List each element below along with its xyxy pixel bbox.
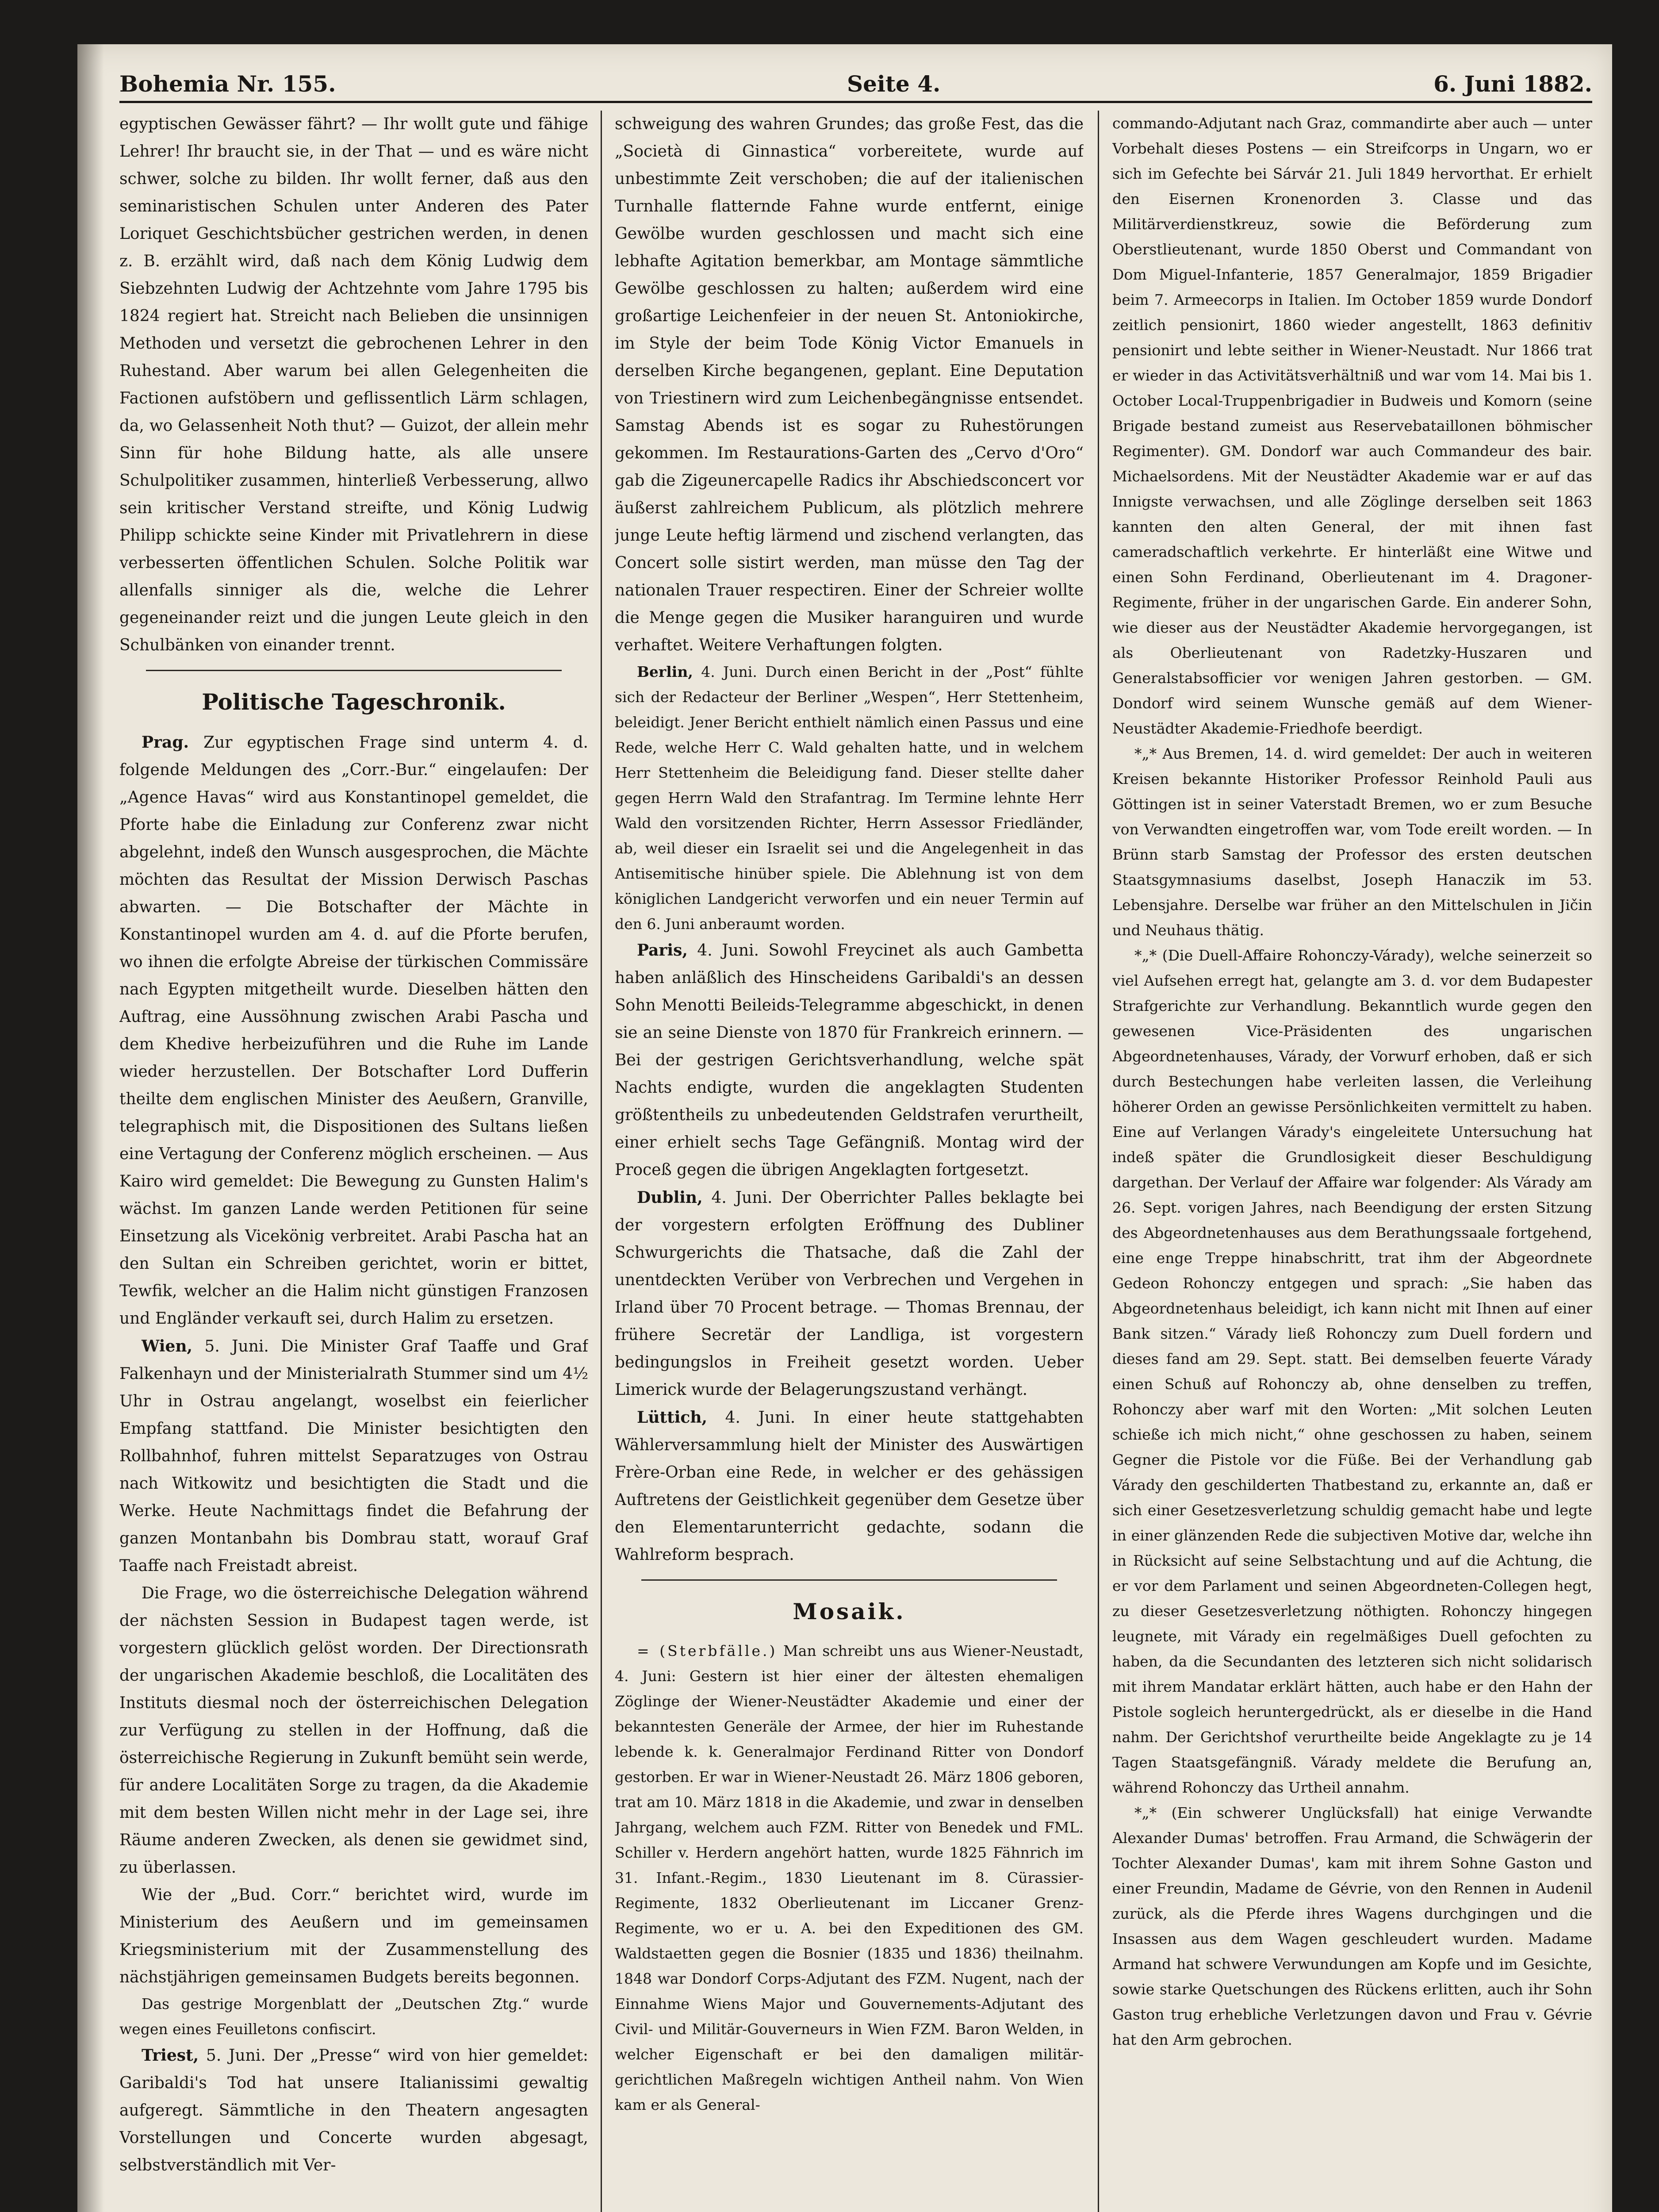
dateline-triest: Triest, [142,2046,199,2065]
news-text-berlin: 4. Juni. Durch einen Bericht in der „Post“ fühlte sich der Redacteur der Berliner „Wespen“, Herr Stettenheim, beleidigt. Jener Bericht enthielt nämlich einen Passus und eine Rede, welche Herr C. Wald gehalten hatte, und in welchem Herr Stettenheim die Beleidigung fand. Dieser stellte daher gegen Herrn Wald den Strafantrag. Im Termine lehnte Herr Wald den vorsitzenden Richter, Herrn Assessor Friedländer, ab, weil dieser ein Israelit sei und die Angelegenheit in das Antisemitische hinüber spiele. Die Ablehnung ist von dem königlichen Landgericht verworfen und ein neuer Termin auf den 6. Juni anberaumt worden. [615,663,1084,933]
binding-shadow [77,44,104,2212]
news-item-morgenblatt: Das gestrige Morgenblatt der „Deutschen Ztg.“ wurde wegen eines Feuilletons confiscirt. [119,1995,588,2038]
section-title-politische-tageschronik: Politische Tageschronik. [202,689,506,715]
header-page-number: Seite 4. [847,71,941,97]
news-text-sterbefaelle: Man schreibt uns aus Wiener-Neustadt, 4. Juni: Gestern ist hier einer der ältesten ehemaligen Zöglinge der Wiener-Neustädter Akademie und einer der bekanntesten Generäle der Armee, der hier im Ruhestande lebende k. k. Generalmajor Ferdinand Ritter von Dondorf gestorben. Er war in Wiener-Neustadt 26. März 1806 geboren, trat am 10. März 1818 in die Akademie, und zwar in denselben Jahrgang, welchem auch FZM. Ritter von Benedek und FML. Schiller v. Herdern angehört hatten, wurde 1825 Fähnrich im 31. Infant.-Regim., 1830 Lieutenant im 8. Cürassier-Regimente, 1832 Oberlieutenant im Liccaner Grenz-Regimente, wo er u. A. bei den Expeditionen des GM. Waldstaetten gegen die Bosnier (1835 und 1836) theilnahm. 1848 war Dondorf Corps-Adjutant des FZM. Nugent, nach der Einnahme Wiens Major und Gouvernements-Adjutant des Civil- und Militär-Gouverneurs in Wien FZM. Baron Welden, in welcher Eigenschaft er bei den damaligen militär-gerichtlichen Maßregeln wichtigen Antheil nahm. Von Wien kam er als General- [615,1642,1084,2113]
header-date: 6. Juni 1882. [1433,71,1592,97]
section-rule [146,670,562,671]
page-header [119,62,1592,102]
news-item-triest-continued: schweigung des wahren Grundes; das große Fest, das die „Società di Ginnastica“ vorbereitete, wurde auf unbestimmte Zeit verschoben; die auf der italienischen Turnhalle flatternde Fahne wurde entfernt, einige Gewölbe wurden geschlossen und macht sich eine lebhafte Agitation bemerkbar, am Montage sämmtliche Gewölbe geschlossen zu halten; außerdem wird eine großartige Leichenfeier in der neuen St. Antoniokirche, im Style der beim Tode König Victor Emanuels in derselben Kirche begangenen, geplant. Eine Deputation von Triestinern wird zum Leichenbegängnisse entsendet. Samstag Abends ist es sogar zu Ruhestörungen gekommen. Im Restaurations-Garten des „Cervo d'Oro“ gab die Zigeunercapelle Radics ihr Abschiedsconcert vor äußerst zahlreichem Publicum, als plötzlich mehrere junge Leute heftig lärmend und zischend verlangten, das Concert solle sistirt werden, man müsse den Tag der nationalen Trauer respectiren. Einer der Schreier wollte die Menge gegen die Musiker haranguiren und wurde verhaftet. Weitere Verhaftungen folgten. [615,115,1084,654]
news-item-duell-affaire: *„* (Die Duell-Affaire Rohonczy-Várady), welche seinerzeit so viel Aufsehen erregt hat, gelangte am 3. d. vor dem Budapester Strafgerichte zur Verhandlung. Bekanntlich wurde gegen den gewesenen Vice-Präsidenten des ungarischen Abgeordnetenhauses, Várady, der Vorwurf erhoben, daß er sich durch Bestechungen habe verleiten lassen, die Verleihung höherer Orden an gewisse Persönlichkeiten vermittelt zu haben. Eine auf Verlangen Várady's eingeleitete Untersuchung hat indeß später die Grundlosigkeit dieser Beschuldigung dargethan. Der Verlauf der Affaire war folgender: Als Várady am 26. Sept. vorigen Jahres, nach Beendigung der ersten Sitzung des Abgeordnetenhauses aus dem Berathungssaale fortgehend, eine enge Treppe hinabschritt, trat ihm der Abgeordnete Gedeon Rohonczy entgegen und sprach: „Sie haben das Abgeordnetenhaus beleidigt, ich kann nicht mit Ihnen auf einer Bank sitzen.“ Várady ließ Rohonczy zum Duell fordern und dieses fand am 29. Sept. statt. Bei demselben feuerte Várady einen Schuß auf Rohonczy ab, ohne denselben zu treffen, Rohonczy aber warf mit den Worten: „Mit solchen Leuten schieße ich mich nicht,“ ohne geschossen zu haben, seinem Gegner die Pistole vor die Füße. Bei der Verhandlung gab Várady den geschilderten Thatbestand zu, erkannte an, daß er sich einer Gesetzesverletzung schuldig gemacht habe und legte in einer glänzenden Rede die subjectiven Motive dar, welche ihn in Rücksicht auf seine Selbstachtung und auf die Achtung, die er vor dem Parlament und seinen Abgeordneten-Collegen hegt, zu dieser Gesetzesverletzung nöthigten. Rohonczy hingegen leugnete, mit Várady ein regelmäßiges Duell gefochten zu haben, da die Secundanten des letzteren sich nicht solidarisch mit ihrem Mandatar erklärt hätten, auch habe er den Hahn der Pistole sogleich heruntergedrückt, als er dieselbe in die Hand nahm. Der Gerichtshof verurtheilte beide Angeklagte zu je 14 Tagen Staatsgefängniß. Várady meldete die Berufung an, während Rohonczy das Urtheil annahm. [1112,947,1592,1796]
section-title-mosaik: Mosaik. [793,1598,906,1624]
news-item-dondorf-continued: commando-Adjutant nach Graz, commandirte aber auch — unter Vorbehalt dieses Postens — ein Streifcorps in Ungarn, wo er sich im Gefechte bei Sárvár 21. Juli 1849 hervorthat. Er erhielt den Eisernen Kronenorden 3. Classe und das Militärverdienstkreuz, sowie die Beförderung zum Oberstlieutenant, wurde 1850 Oberst und Commandant von Dom Miguel-Infanterie, 1857 Generalmajor, 1859 Brigadier beim 7. Armeecorps in Italien. Im October 1859 wurde Dondorf zeitlich pensionirt, 1860 wieder angestellt, 1863 definitiv pensionirt und lebte seither in Wiener-Neustadt. Nur 1866 trat er wieder in das Activitätsverhältniß und war vom 14. Mai bis 1. October Local-Truppenbrigadier in Budweis und Komorn (seine Brigade bestand zumeist aus Reservebataillonen böhmischer Regimenter). GM. Dondorf war auch Commandeur des bair. Michaelsordens. Mit der Neustädter Akademie war er auf das Innigste verwachsen, und alle Zöglinge derselben seit 1863 kannten den alten General, der mit ihnen fast cameradschaftlich verkehrte. Er hinterläßt eine Witwe und einen Sohn Ferdinand, Oberlieutenant im 4. Dragoner-Regimente, früher in der ungarischen Garde. Ein anderer Sohn, wie dieser aus der Neustädter Akademie hervorgegangen, ist als Oberlieutenant von Radetzky-Huszaren und Generalstabsofficier vor wenigen Jahren gestorben. — GM. Dondorf wird seinem Wunsche gemäß auf dem Wiener-Neustädter Akademie-Friedhofe beerdigt. [1112,115,1592,737]
dateline-berlin: Berlin, [637,663,693,680]
header-rule [119,101,1592,103]
news-item-ungluecksfall: *„* (Ein schwerer Unglücksfall) hat einige Verwandte Alexander Dumas' betroffen. Frau Armand, die Schwägerin der Tochter Alexander Dumas', kam mit ihrem Sohne Gaston und einer Freundin, Madame de Gévrie, von den Rennen in Audenil zurück, als die Pferde ihres Wagens durchgingen und die Insassen aus dem Wagen geschleudert wurden. Madame Armand hat schwere Verwundungen am Kopfe und im Gesichte, sowie starke Quetschungen des Rückens erlitten, auch ihr Sohn Gaston trug erhebliche Verletzungen davon und Frau v. Gévrie hat den Arm gebrochen. [1112,1804,1592,2048]
news-item-paris [615,937,1084,1184]
dateline-luettich: Lüttich, [637,1408,708,1427]
section-rule [641,1579,1057,1581]
news-item-bud-corr: Wie der „Bud. Corr.“ berichtet wird, wurde im Ministerium des Aeußern und im gemeinsamen Kriegsministerium mit der Zusammenstellung des nächstjährigen gemeinsamen Budgets bereits begonnen. [119,1886,588,1986]
column-divider-2 [1098,111,1099,2212]
news-item-delegation: Die Frage, wo die österreichische Delegation während der nächsten Session in Budapest tagen werde, ist vorgestern glücklich gelöst worden. Der Directionsrath der ungarischen Akademie beschloß, die Localitäten des Instituts diesmal noch der österreichischen Delegation zur Verfügung zu stellen in der Hoffnung, daß die österreichische Regierung in Zukunft bemüht sein werde, für andere Localitäten Sorge zu tragen, da die Akademie mit dem besten Willen nicht mehr in der Lage sei, ihre Räume anderen Zwecken, als denen sie gewidmet sind, zu überlassen. [119,1584,588,1877]
news-item-dublin [615,1184,1084,1404]
dateline-dublin: Dublin, [637,1188,703,1207]
news-text-wien: 5. Juni. Die Minister Graf Taaffe und Graf Falkenhayn und der Ministerialrath Stummer sind um 4½ Uhr in Ostrau angelangt, woselbst ein feierlicher Empfang stattfand. Die Minister besichtigten den Rollbahnhof, fuhren mittelst Separatzuges von Ostrau nach Witkowitz und besichtigten die Stadt und die Werke. Heute Nachmittags findet die Befahrung der ganzen Montanbahn bis Dombrau statt, worauf Graf Taaffe nach Freistadt abreist. [119,1337,588,1575]
news-item-berlin [615,659,1084,937]
news-item-sterbefaelle [615,1638,1084,2117]
column-divider-1 [601,111,602,2212]
news-text-prag: Zur egyptischen Frage sind unterm 4. d. folgende Meldungen des „Corr.-Bur.“ eingelaufen: Der „Agence Havas“ wird aus Konstantinopel gemeldet, die Pforte habe die Einladung zur Conferenz zwar nicht abgelehnt, indeß den Wunsch ausgesprochen, die Mächte möchten das Resultat der Mission Derwisch Paschas abwarten. — Die Botschafter der Mächte in Konstantinopel wurden am 4. d. auf die Pforte berufen, wo ihnen die erfolgte Abreise der türkischen Commissäre nach Egypten mitgetheilt wurde. Dieselben hätten den Auftrag, eine Aussöhnung zwischen Arabi Pascha und dem Khedive herbeizuführen und die Ruhe im Lande wieder herzustellen. Der Botschafter Lord Dufferin theilte dem englischen Minister des Aeußern, Granville, telegraphisch mit, die Dispositionen des Sultans ließen eine Vertagung der Conferenz möglich erscheinen. — Aus Kairo wird gemeldet: Die Bewegung zu Gunsten Halim's wächst. Im ganzen Lande werden Petitionen für seine Einsetzung als Vicekönig verbreitet. Arabi Pascha hat an den Sultan ein Schreiben gerichtet, worin er bittet, Tewfik, welcher an die Halim nicht günstigen Franzosen und Engländer verkauft sei, durch Halim zu ersetzen. [119,733,588,1328]
news-item-prag [119,729,588,1333]
news-item-wien [119,1333,588,1580]
news-item-triest [119,2042,588,2179]
rubric-sterbefaelle: = (Sterbfälle.) [637,1642,778,1659]
news-text-luettich: 4. Juni. In einer heute stattgehabten Wählerversammlung hielt der Minister des Auswärtigen Frère-Orban eine Rede, in welcher er des gehässigen Auftretens der Geistlichkeit gegenüber dem Gesetze über den Elementarunterricht gedachte, sodann die Wahlreform besprach. [615,1409,1084,1564]
dateline-paris: Paris, [637,941,688,960]
column-1 [119,111,588,2212]
article-continuation: egyptischen Gewässer fährt? — Ihr wollt gute und fähige Lehrer! Ihr braucht sie, in der That — und es wäre nicht schwer, solche zu bilden. Ihr wollt ferner, daß aus den seminaristischen Schulen unter Anderen des Pater Loriquet Geschichtsbücher gestrichen werden, in denen z. B. erzählt wird, daß nach dem König Ludwig dem Siebzehnten Ludwig der Achtzehnte vom Jahre 1795 bis 1824 regiert hat. Streicht nach Belieben die unsinnigen Methoden und versetzt die gebrochenen Lehrer in den Ruhestand. Aber warum bei allen Gelegenheiten die Factionen aufstöbern und geflissentlich Lärm schlagen, da, wo Gelassenheit Noth thut? — Guizot, der allein mehr Sinn für hohe Bildung hatte, als alle unsere Schulpolitiker zusammen, hinterließ Verbesserung, allwo sein kritischer Verstand streifte, und König Ludwig Philipp schickte seine Kinder mit Privatlehrern in diese verbesserten öffentlichen Schulen. Solche Politik war allenfalls sinniger als die, welche die Lehrer gegeneinander reizt und die jungen Leute gleich in den Schulbänken von einander trennt. [119,115,588,654]
news-item-luettich [615,1404,1084,1569]
column-3 [1112,111,1592,2212]
header-paper-issue: Bohemia Nr. 155. [119,71,336,97]
newspaper-page [77,44,1612,2212]
news-text-paris: 4. Juni. Sowohl Freycinet als auch Gambetta haben anläßlich des Hinscheidens Garibaldi's an dessen Sohn Menotti Beileids-Telegramme abgeschickt, in denen sie an seine Dienste von 1870 für Frankreich erinnern. — Bei der gestrigen Gerichtsverhandlung, welche spät Nachts endigte, wurden die angeklagten Studenten größtentheils zu unbedeutenden Geldstrafen verurtheilt, einer erhielt sechs Tage Gefängniß. Montag wird der Proceß gegen die übrigen Angeklagten fortgesetzt. [615,941,1084,1179]
dateline-wien: Wien, [142,1337,193,1356]
news-text-triest: 5. Juni. Der „Presse“ wird von hier gemeldet: Garibaldi's Tod hat unsere Italianissimi gewaltig aufgeregt. Sämmtliche in den Theatern angesagten Vorstellungen und Concerte wurden abgesagt, selbstverständlich mit Ver- [119,2047,588,2174]
news-text-dublin: 4. Juni. Der Oberrichter Palles beklagte bei der vorgestern erfolgten Eröffnung des Dubliner Schwurgerichts die Thatsache, daß die Zahl der unentdeckten Verüber von Verbrechen und Vergehen in Irland über 70 Procent betrage. — Thomas Brennau, der frühere Secretär der Landliga, ist vorgestern bedingungslos in Freiheit gesetzt worden. Ueber Limerick wurde der Belagerungszustand verhängt. [615,1189,1084,1399]
column-2 [615,111,1084,2212]
news-item-bremen: *„* Aus Bremen, 14. d. wird gemeldet: Der auch in weiteren Kreisen bekannte Historiker Professor Reinhold Pauli aus Göttingen ist in seiner Vaterstadt Bremen, wo er zum Besuche von Verwandten eingetroffen war, vom Tode ereilt worden. — In Brünn starb Samstag der Professor des ersten deutschen Staatsgymnasiums daselbst, Joseph Hanaczik im 53. Lebensjahre. Derselbe war früher an den Mittelschulen in Jičin und Neuhaus thätig. [1112,745,1592,939]
dateline-prag: Prag. [142,733,189,752]
